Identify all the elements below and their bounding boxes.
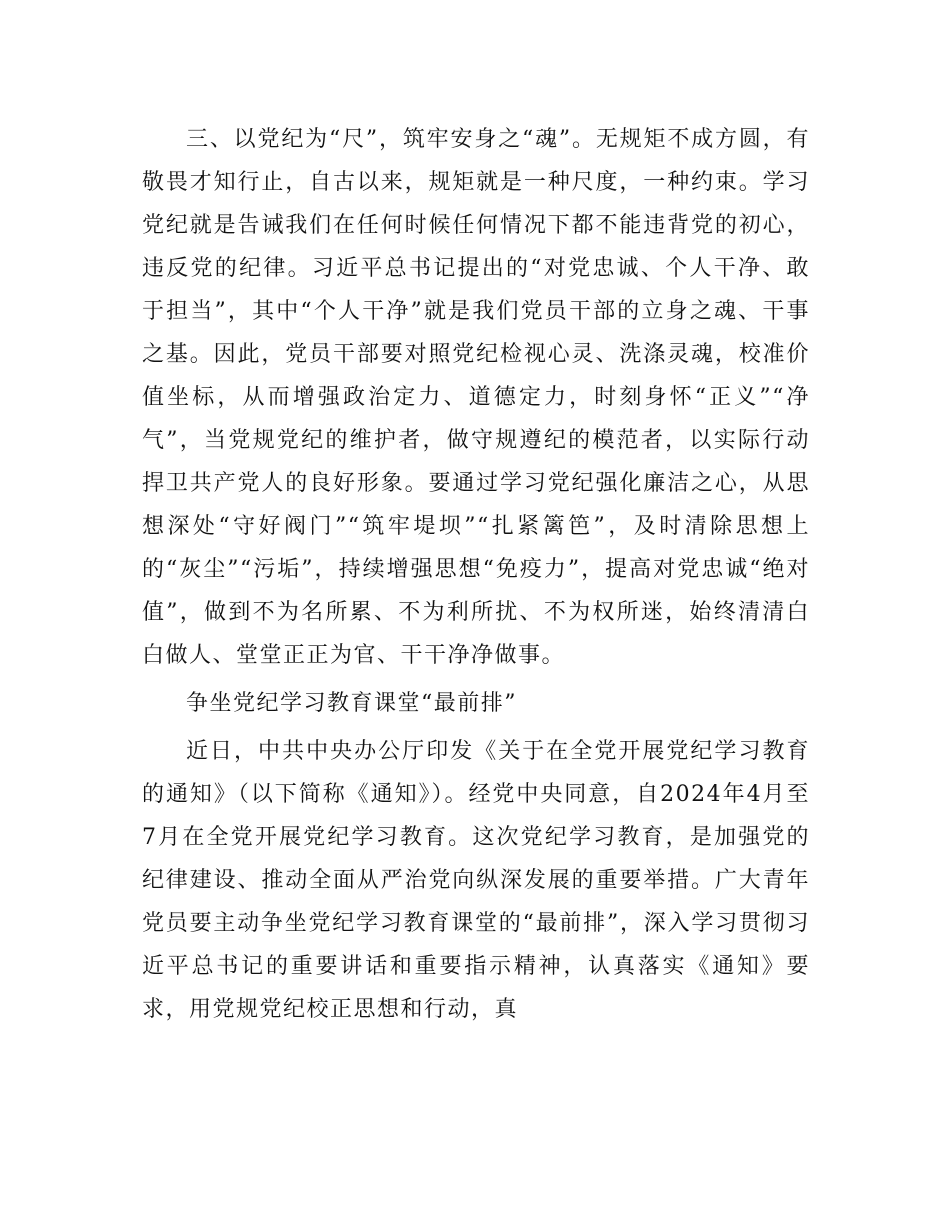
article-body-paragraph: 近日，中共中央办公厅印发《关于在全党开展党纪学习教育的通知》（以下简称《通知》）。经党中央同意，自2024年4月至7月在全党开展党纪学习教育。这次党纪学习教育，是加强党的纪律建设、推动全面从严治党向纵深发展的重要举措。广大青年党员要主动争坐党纪学习教育课堂的“最前排”，深入学习贯彻习近平总书记的重要讲话和重要指示精神，认真落实《通知》要求，用党规党纪校正思想和行动，真 xyxy=(142,739,810,1022)
section-three-paragraph: 三、以党纪为“尺”，筑牢安身之“魂”。无规矩不成方圆，有敬畏才知行止，自古以来，规矩就是一种尺度，一种约束。学习党纪就是告诫我们在任何时候任何情况下都不能违背党的初心，违反党的纪律。习近平总书记提出的“对党忠诚、个人干净、敢于担当”，其中“个人干净”就是我们党员干部的立身之魂、干事之基。因此，党员干部要对照党纪检视心灵、洗涤灵魂，校准价值坐标，从而增强政治定力、道德定力，时刻身怀“正义”“净气”，当党规党纪的维护者，做守规遵纪的模范者，以实际行动捍卫共产党人的良好形象。要通过学习党纪强化廉洁之心，从思想深处“守好阀门”“筑牢堤坝”“扎紧篱笆”，及时清除思想上的“灰尘”“污垢”，持续增强思想“免疫力”，提高对党忠诚“绝对值”，做到不为名所累、不为利所扰、不为权所迷，始终清清白白做人、堂堂正正为官、干干净净做事。 xyxy=(142,127,810,668)
document-body xyxy=(142,118,810,1031)
article-title: 争坐党纪学习教育课堂“最前排” xyxy=(186,691,517,716)
